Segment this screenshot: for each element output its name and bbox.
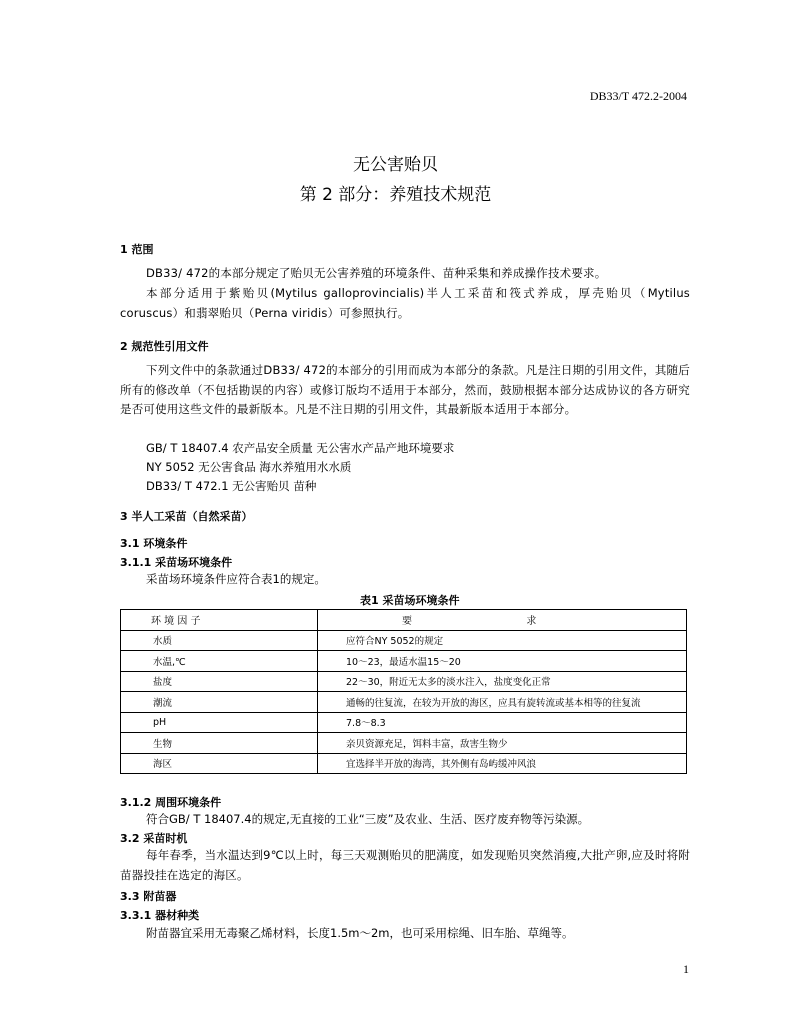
table-row: [121, 671, 687, 692]
document-id: DB33/T 472.2-2004: [589, 89, 687, 103]
table-cell-factor: 生物: [121, 733, 318, 754]
environment-conditions-table: [120, 609, 687, 774]
section-3-1-1-text: 采苗场环境条件应符合表1的规定。: [146, 572, 326, 586]
table-header-row: [121, 610, 687, 631]
section-3-3-1-text: 附苗器宜采用无毒聚乙烯材料，长度1.5m～2m，也可采用棕绳、旧车胎、草绳等。: [146, 926, 574, 940]
section-3-1-heading: 3.1 环境条件: [120, 537, 188, 550]
section-3-heading: 3 半人工采苗（自然采苗）: [120, 510, 253, 523]
table-cell-requirement: 应符合NY 5052的规定: [318, 630, 687, 651]
section-1-paragraph-2: 本部分适用于紫贻贝(Mytilus galloprovincialis)半人工采苗和筏式养成，厚壳贻贝（Mytilus coruscus）和翡翠贻贝（Perna viridis）可参照执行。: [120, 286, 690, 320]
table-cell-requirement: 7.8～8.3: [318, 712, 687, 733]
table-cell-factor: 水温,℃: [121, 651, 318, 672]
table-header-factor: 环 境 因 子: [121, 610, 318, 631]
title-line-1: 无公害贻贝: [353, 155, 438, 175]
title-line-2: 第 2 部分：养殖技术规范: [299, 185, 492, 205]
table-row: [121, 692, 687, 713]
section-2-paragraph: 下列文件中的条款通过DB33/ 472的本部分的引用而成为本部分的条款。凡是注日期的引用文件，其随后所有的修改单（不包括勘误的内容）或修订版均不适用于本部分，然而，鼓励根据本部分达成协议的各方研究是否可使用这些文件的最新版本。凡是不注日期的引用文件，其最新版本适用于本部分。: [120, 363, 690, 416]
section-3-2-heading: 3.2 采苗时机: [120, 832, 188, 845]
section-3-1-1-heading: 3.1.1 采苗场环境条件: [120, 556, 233, 569]
section-3-3-1-heading: 3.3.1 器材种类: [120, 909, 200, 922]
table-cell-requirement: 宜选择半开放的海湾，其外侧有岛屿缓冲风浪: [318, 753, 687, 774]
table-row: [121, 733, 687, 754]
table-cell-factor: 海区: [121, 753, 318, 774]
table-cell-requirement: 通畅的往复流，在较为开放的海区，应具有旋转流或基本相等的往复流: [318, 692, 687, 713]
table-cell-factor: 水质: [121, 630, 318, 651]
section-3-1-2-heading: 3.1.2 周围环境条件: [120, 796, 222, 809]
reference-item: GB/ T 18407.4 农产品安全质量 无公害水产品产地环境要求: [146, 441, 455, 455]
table-row: [121, 651, 687, 672]
table-header-requirement: 要 求: [318, 610, 687, 631]
table-cell-requirement: 22～30，附近无太多的淡水注入，盐度变化正常: [318, 671, 687, 692]
reference-item: DB33/ T 472.1 无公害贻贝 苗种: [146, 479, 317, 493]
section-2-heading: 2 规范性引用文件: [120, 340, 209, 353]
table-row: [121, 712, 687, 733]
page-number: 1: [683, 962, 689, 976]
section-1-heading: 1 范围: [120, 243, 154, 256]
section-1-paragraph-1: DB33/ 472的本部分规定了贻贝无公害养殖的环境条件、苗种采集和养成操作技术要求。: [146, 266, 607, 280]
table-cell-factor: 潮流: [121, 692, 318, 713]
table-cell-factor: 盐度: [121, 671, 318, 692]
table-row: [121, 753, 687, 774]
table-cell-requirement: 亲贝资源充足，饵料丰富，敌害生物少: [318, 733, 687, 754]
table-row: [121, 630, 687, 651]
reference-item: NY 5052 无公害食品 海水养殖用水水质: [146, 460, 352, 474]
section-3-2-text: 每年春季，当水温达到9℃以上时，每三天观测贻贝的肥满度，如发现贻贝突然消瘦,大批产卵,应及时将附苗器投挂在选定的海区。: [120, 848, 690, 882]
table-cell-requirement: 10～23，最适水温15～20: [318, 651, 687, 672]
table-caption: 表1 采苗场环境条件: [360, 594, 460, 607]
table-cell-factor: pH: [121, 712, 318, 733]
section-3-1-2-text: 符合GB/ T 18407.4的规定,无直接的工业“三废”及农业、生活、医疗废弃物等污染源。: [146, 812, 590, 826]
section-3-3-heading: 3.3 附苗器: [120, 890, 177, 903]
